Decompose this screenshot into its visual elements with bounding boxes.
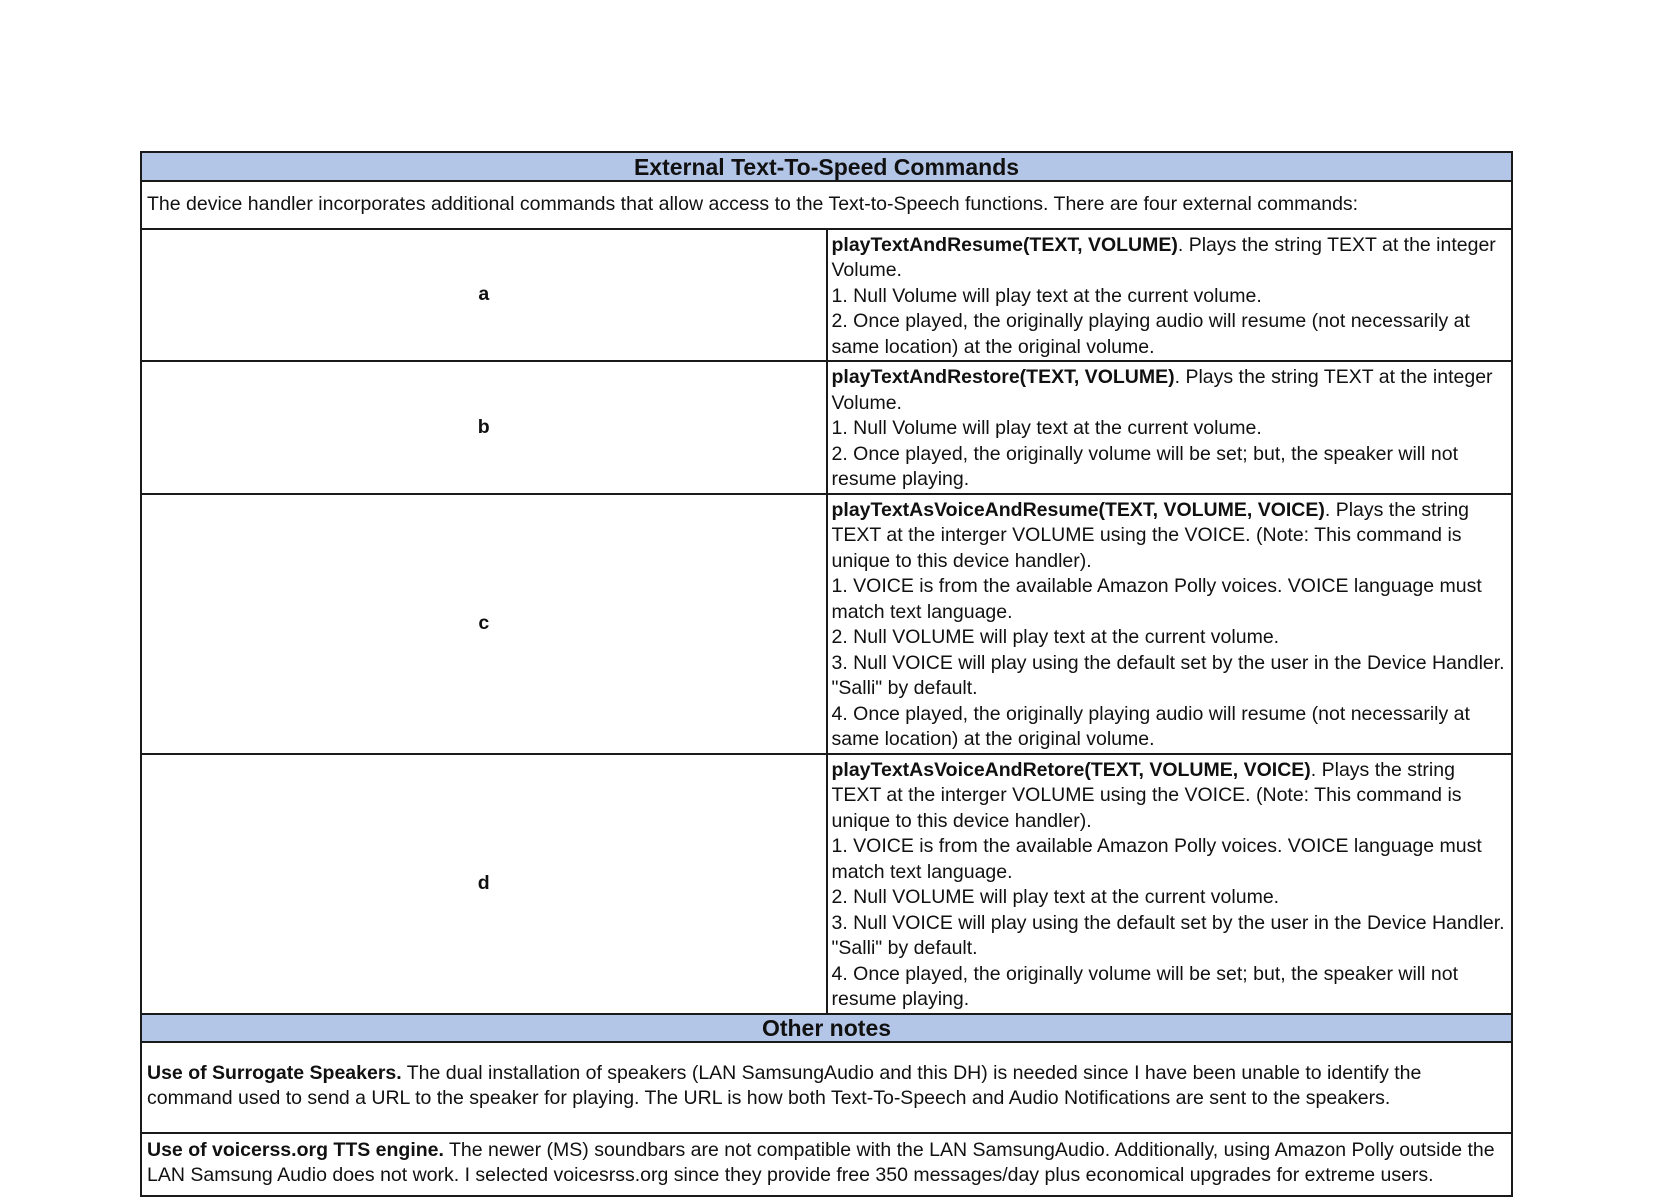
list-item: 2. Once played, the originally volume will be set; but, the speaker will not resume playing. bbox=[831, 442, 1458, 490]
command-description bbox=[827, 361, 1513, 494]
command-letter: a bbox=[141, 229, 827, 362]
command-letter: b bbox=[141, 361, 827, 494]
note-text: The dual installation of speakers (LAN SamsungAudio and this DH) is needed since I have been unable to identify the command used to send a URL to the speaker for playing. The URL is how both Text-To-Speech and Audio Notifications are sent to the speakers. bbox=[147, 1061, 1422, 1109]
note-surrogate-speakers bbox=[141, 1042, 1512, 1133]
other-notes-row bbox=[141, 1014, 1512, 1042]
note-title: Use of voicerss.org TTS engine. bbox=[147, 1138, 444, 1161]
command-summary: . Plays the string TEXT at the interger VOLUME using the VOICE. (Note: This command is unique to this device handler). bbox=[831, 498, 1470, 572]
note-text: The newer (MS) soundbars are not compatible with the LAN SamsungAudio. Additionally, using Amazon Polly outside the LAN Samsung Audio does not work. I selected voicesrss.org since they provide free 350 messages/day plus economical upgrades for extreme users. bbox=[147, 1138, 1495, 1186]
note-row bbox=[141, 1042, 1512, 1133]
command-description bbox=[827, 229, 1513, 362]
list-item: 4. Once played, the originally playing audio will resume (not necessarily at same location) at the original volume. bbox=[831, 702, 1470, 750]
command-description bbox=[827, 494, 1513, 754]
command-heading bbox=[832, 758, 1508, 835]
command-heading bbox=[832, 365, 1508, 416]
command-name: playTextAndResume(TEXT, VOLUME) bbox=[831, 233, 1178, 256]
command-summary: . Plays the string TEXT at the integer Volume. bbox=[831, 366, 1493, 414]
list-item: 1. VOICE is from the available Amazon Polly voices. VOICE language must match text language. bbox=[831, 575, 1482, 623]
command-name: playTextAsVoiceAndRetore(TEXT, VOLUME, VOICE) bbox=[831, 758, 1311, 781]
command-row-c bbox=[141, 494, 1512, 754]
command-row-b bbox=[141, 361, 1512, 494]
command-heading bbox=[832, 498, 1508, 575]
list-item: 1. Null Volume will play text at the current volume. bbox=[831, 284, 1262, 307]
command-name: playTextAndRestore(TEXT, VOLUME) bbox=[831, 366, 1175, 388]
command-heading bbox=[832, 233, 1508, 284]
title-row bbox=[141, 152, 1512, 181]
list-item: 1. Null Volume will play text at the current volume. bbox=[831, 417, 1262, 439]
list-item: 3. Null VOICE will play using the default set by the user in the Device Handler. "Salli" by default. bbox=[831, 651, 1505, 699]
intro-text: The device handler incorporates additional commands that allow access to the Text-to-Speech functions. There are four external commands: bbox=[141, 181, 1512, 229]
list-item: 2. Once played, the originally playing audio will resume (not necessarily at same location) at the original volume. bbox=[831, 310, 1470, 358]
list-item: 3. Null VOICE will play using the default set by the user in the Device Handler. "Salli" by default. bbox=[831, 911, 1505, 959]
note-row bbox=[141, 1133, 1512, 1196]
intro-row bbox=[141, 181, 1512, 229]
list-item: 2. Null VOLUME will play text at the current volume. bbox=[831, 626, 1280, 648]
command-description bbox=[827, 754, 1513, 1014]
command-summary: . Plays the string TEXT at the integer Volume. bbox=[831, 233, 1496, 281]
command-row-d bbox=[141, 754, 1512, 1014]
commands-table bbox=[140, 151, 1513, 1197]
note-title: Use of Surrogate Speakers. bbox=[147, 1061, 402, 1084]
command-letter: c bbox=[141, 494, 827, 754]
list-item: 4. Once played, the originally volume will be set; but, the speaker will not resume playing. bbox=[831, 962, 1458, 1010]
other-notes-title: Other notes bbox=[141, 1014, 1512, 1042]
command-summary: . Plays the string TEXT at the interger VOLUME using the VOICE. (Note: This command is unique to this device handler). bbox=[831, 758, 1462, 832]
command-letter: d bbox=[141, 754, 827, 1014]
list-item: 1. VOICE is from the available Amazon Polly voices. VOICE language must match text language. bbox=[831, 835, 1482, 883]
table-title: External Text-To-Speed Commands bbox=[141, 152, 1512, 181]
list-item: 2. Null VOLUME will play text at the current volume. bbox=[831, 886, 1280, 908]
command-row-a bbox=[141, 229, 1512, 362]
command-name: playTextAsVoiceAndResume(TEXT, VOLUME, VOICE) bbox=[831, 498, 1325, 521]
note-tts-engine bbox=[141, 1133, 1512, 1196]
